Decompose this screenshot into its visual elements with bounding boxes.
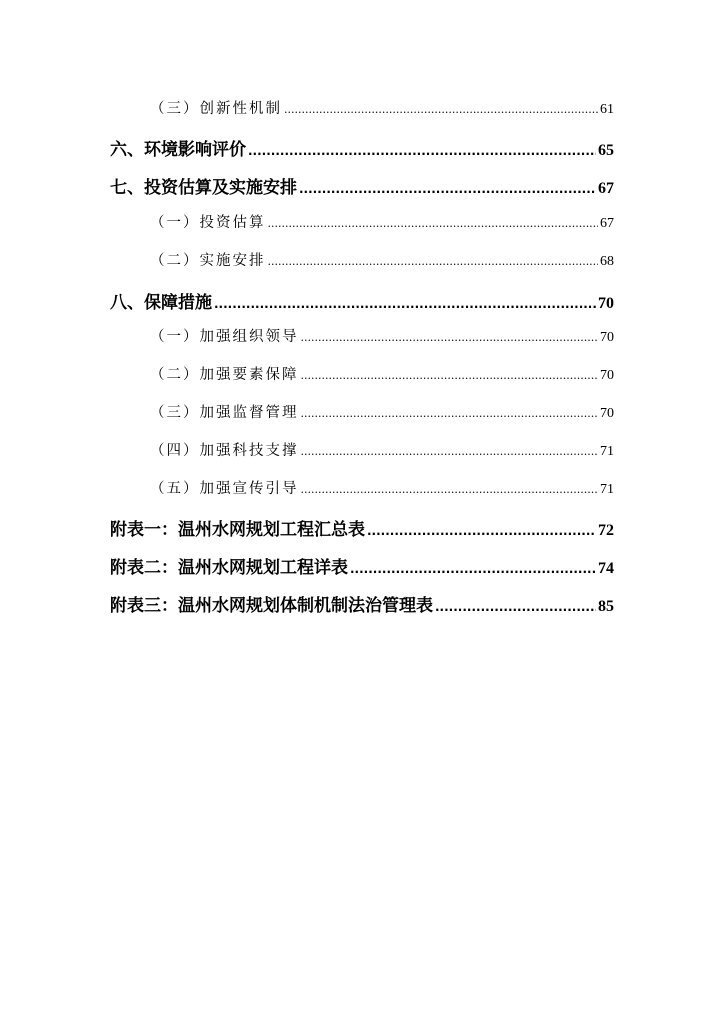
toc-leader-dots bbox=[367, 520, 596, 540]
toc-entry-appendix-3[interactable] bbox=[110, 591, 614, 616]
toc-page-number: 74 bbox=[598, 560, 614, 577]
toc-page-number: 70 bbox=[600, 406, 614, 421]
toc-leader-dots bbox=[435, 596, 596, 616]
toc-page-number: 67 bbox=[600, 216, 614, 231]
toc-page-number: 70 bbox=[600, 368, 614, 383]
toc-leader-dots bbox=[301, 405, 599, 421]
toc-entry-environmental-assessment[interactable] bbox=[110, 135, 614, 160]
toc-entry-appendix-1[interactable] bbox=[110, 515, 614, 540]
toc-entry-title: （三）创新性机制 bbox=[150, 101, 282, 117]
toc-page-number: 70 bbox=[600, 330, 614, 345]
toc-entry-title: （二）实施安排 bbox=[150, 253, 266, 269]
toc-leader-dots bbox=[268, 253, 599, 269]
toc-entry-title: （一）加强组织领导 bbox=[150, 329, 299, 345]
toc-page-number: 71 bbox=[600, 444, 614, 459]
toc-page-number: 72 bbox=[598, 522, 614, 539]
toc-entry-title: （三）加强监督管理 bbox=[150, 405, 299, 421]
toc-page-number: 68 bbox=[600, 254, 614, 269]
toc-entry-supervision-management[interactable] bbox=[150, 401, 614, 422]
toc-leader-dots bbox=[301, 481, 599, 497]
toc-page-number: 70 bbox=[598, 295, 614, 312]
toc-entry-title: 附表一：温州水网规划工程汇总表 bbox=[110, 520, 365, 540]
toc-entry-investment-estimate[interactable] bbox=[150, 211, 614, 232]
toc-leader-dots bbox=[284, 101, 598, 117]
toc-leader-dots bbox=[301, 443, 599, 459]
toc-page-number: 65 bbox=[598, 142, 614, 159]
toc-entry-title: 八、保障措施 bbox=[110, 293, 212, 313]
toc-entry-organizational-leadership[interactable] bbox=[150, 325, 614, 346]
toc-entry-publicity-guidance[interactable] bbox=[150, 477, 614, 498]
toc-entry-title: 附表三：温州水网规划体制机制法治管理表 bbox=[110, 596, 433, 616]
toc-entry-innovation-mechanism[interactable] bbox=[150, 97, 614, 118]
toc-entry-appendix-2[interactable] bbox=[110, 553, 614, 578]
toc-leader-dots bbox=[268, 215, 599, 231]
toc-entry-title: 六、环境影响评价 bbox=[110, 140, 246, 160]
toc-entry-resource-guarantee[interactable] bbox=[150, 363, 614, 384]
toc-entry-safeguard-measures[interactable] bbox=[110, 288, 614, 313]
toc-leader-dots bbox=[248, 140, 596, 160]
toc-page-number: 67 bbox=[598, 180, 614, 197]
toc-leader-dots bbox=[301, 367, 599, 383]
toc-page-number: 85 bbox=[598, 598, 614, 615]
toc-entry-title: （四）加强科技支撑 bbox=[150, 443, 299, 459]
toc-leader-dots bbox=[301, 329, 599, 345]
toc-leader-dots bbox=[350, 558, 596, 578]
toc-entry-title: （五）加强宣传引导 bbox=[150, 481, 299, 497]
toc-entry-implementation-plan[interactable] bbox=[150, 249, 614, 270]
toc-entry-investment-implementation[interactable] bbox=[110, 173, 614, 198]
toc-leader-dots bbox=[299, 178, 596, 198]
toc-entry-title: 附表二：温州水网规划工程详表 bbox=[110, 558, 348, 578]
toc-page-number: 61 bbox=[600, 102, 614, 117]
toc-entry-technology-support[interactable] bbox=[150, 439, 614, 460]
toc-entry-title: 七、投资估算及实施安排 bbox=[110, 178, 297, 198]
toc-entry-title: （一）投资估算 bbox=[150, 215, 266, 231]
toc-entry-title: （二）加强要素保障 bbox=[150, 367, 299, 383]
toc-leader-dots bbox=[214, 293, 596, 313]
toc-page-number: 71 bbox=[600, 482, 614, 497]
